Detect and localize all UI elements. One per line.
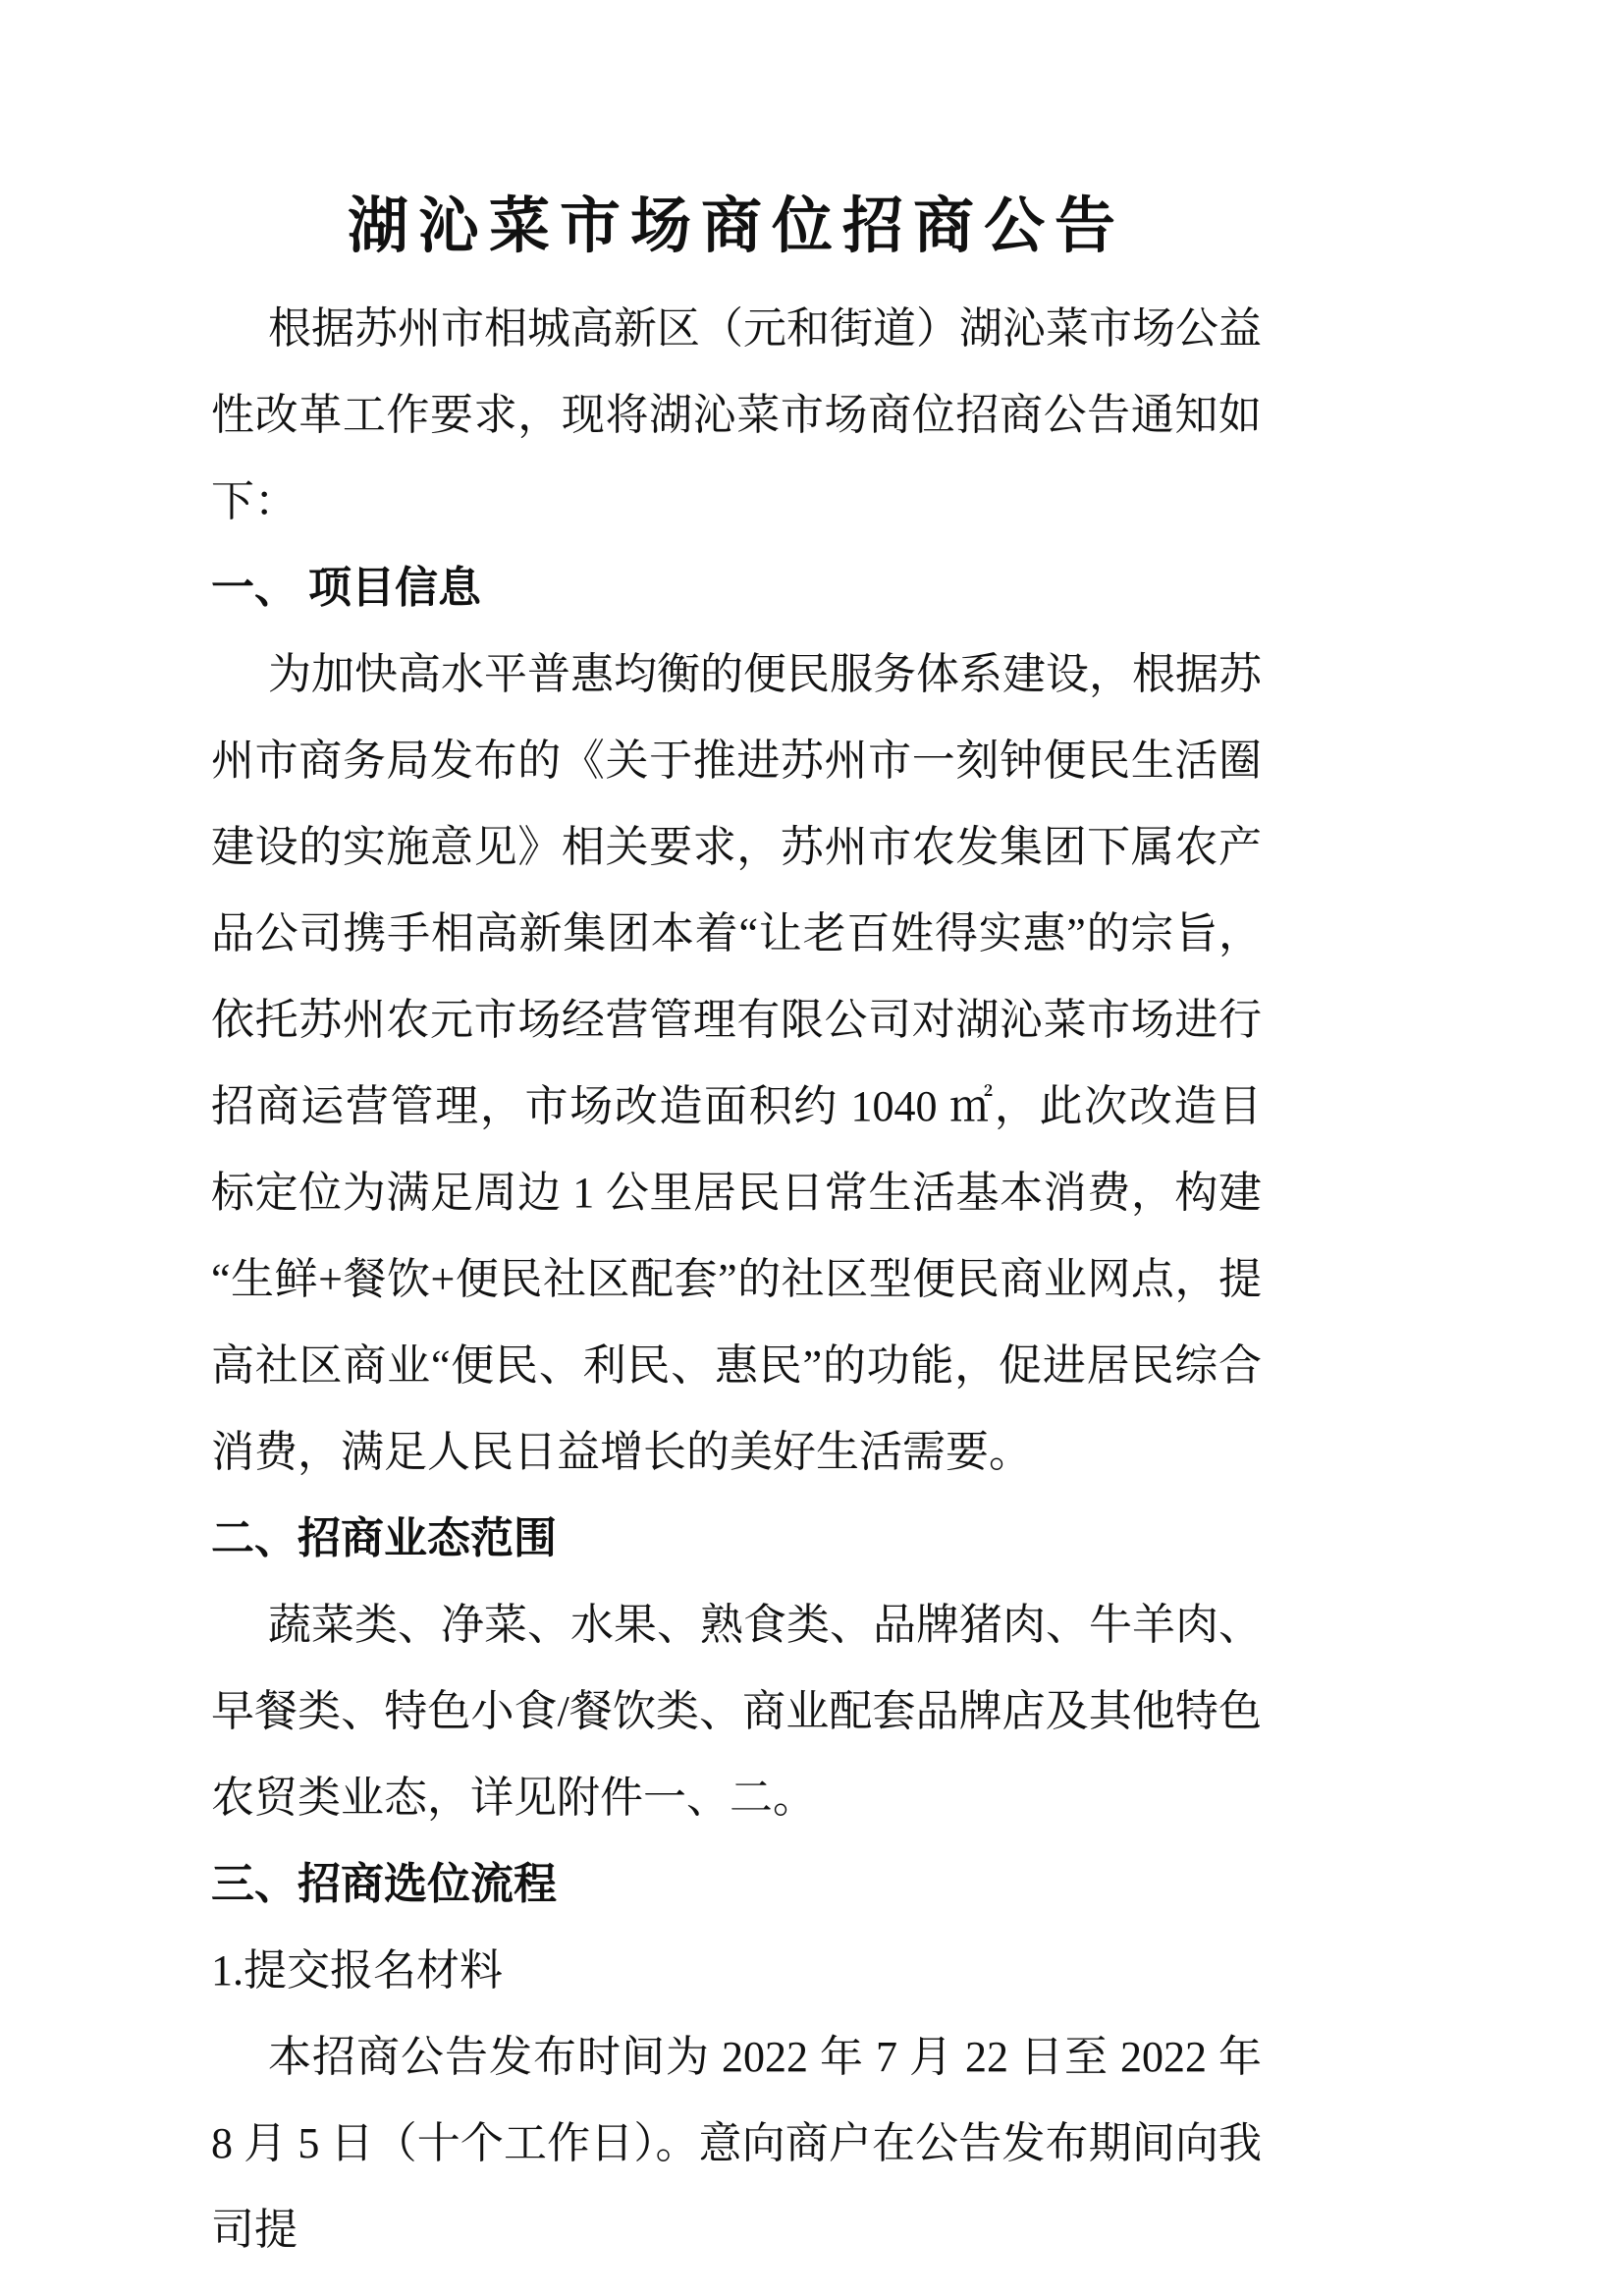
- intro-paragraph: 根据苏州市相城高新区（元和街道）湖沁菜市场公益性改革工作要求，现将湖沁菜市场商位招商公告通知如下：: [211, 304, 1262, 525]
- section-3-subheading: 1.提交报名材料: [211, 1946, 503, 1995]
- section-2-paragraph: 蔬菜类、净菜、水果、熟食类、品牌猪肉、牛羊肉、早餐类、特色小食/餐饮类、商业配套品牌店及其他特色农贸类业态，详见附件一、二。: [211, 1601, 1262, 1822]
- section-3-paragraph: 本招商公告发布时间为 2022 年 7 月 22 日至 2022 年 8 月 5 日（十个工作日）。意向商户在公告发布期间向我司提: [211, 2033, 1262, 2254]
- section-2-heading: 二、招商业态范围: [211, 1514, 557, 1562]
- section-1-paragraph: 为加快高水平普惠均衡的便民服务体系建设，根据苏州市商务局发布的《关于推进苏州市一刻钟便民生活圈建设的实施意见》相关要求，苏州市农发集团下属农产品公司携手相高新集团本着“让老百姓得实惠”的宗旨，依托苏州农元市场经营管理有限公司对湖沁菜市场进行招商运营管理，市场改造面积约 1040 ㎡，此次改造目标定位为满足周边 1 公里居民日常生活基本消费，构建“生鲜+餐饮+便民社区配套”的社区型便民商业网点，提高社区商业“便民、利民、惠民”的功能，促进居民综合消费，满足人民日益增长的美好生活需要。: [211, 650, 1262, 1476]
- document-title: 湖沁菜市场商位招商公告: [347, 193, 1125, 260]
- section-1-heading: 一、 项目信息: [211, 564, 481, 612]
- section-3-heading: 三、招商选位流程: [211, 1860, 557, 1908]
